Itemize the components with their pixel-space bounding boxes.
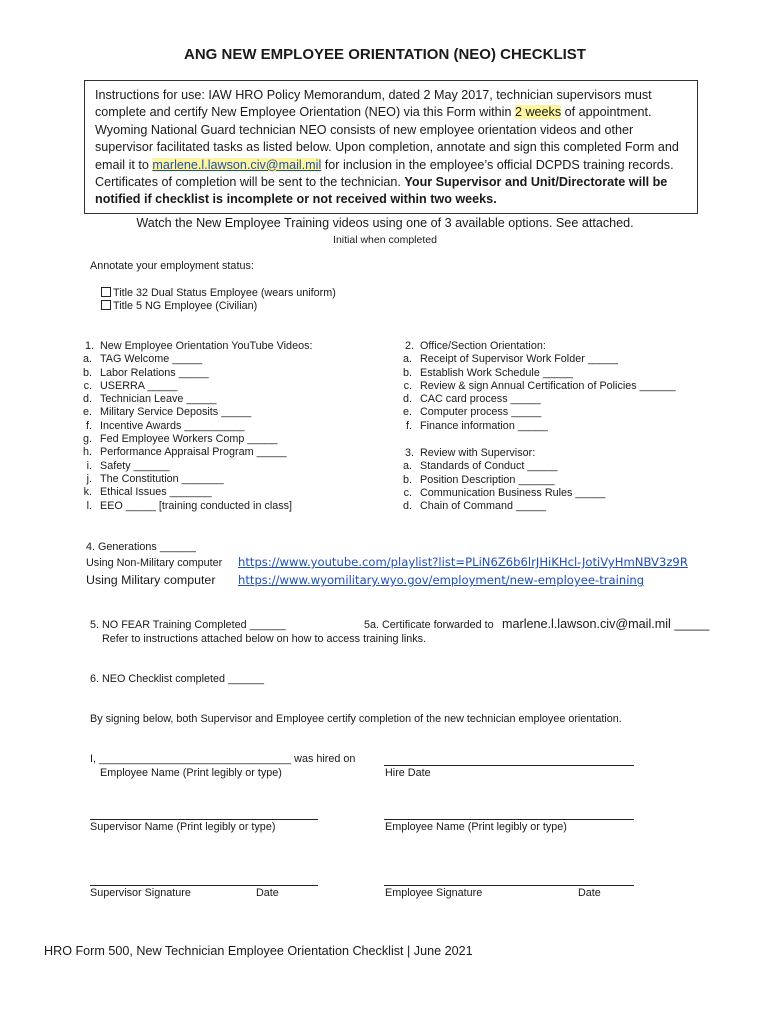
neo-completed-label: 6. NEO Checklist completed ______	[90, 673, 265, 685]
instructions-part-2: of appointment. Wyoming National Guard technician NEO consists of new employee orientation videos and other supervisor facilitated tasks as listed below. Upon completion, annotate and sign this completed Form and email it to	[95, 105, 679, 172]
initial-note: Initial when completed	[333, 234, 437, 246]
instructions-part-1: Instructions for use: IAW HRO Policy Memorandum, dated 2 May 2017, technician supervisors must complete and certify New Employee Orientation (NEO) via this Form within	[95, 88, 652, 120]
instructions-email-link[interactable]: marlene.l.lawson.civ@mail.mil	[152, 157, 322, 172]
instructions-warning: Your Supervisor and Unit/Directorate will be notified if checklist is incomplete or not received within two weeks.	[95, 175, 668, 207]
military-video-link[interactable]: https://www.wyomilitary.wyo.gov/employment/new-employee-training	[238, 573, 645, 587]
employee-signature-caption: Employee Signature	[385, 887, 483, 899]
hire-date-caption: Hire Date	[385, 767, 431, 779]
nofear-note: Refer to instructions attached below on how to access training links.	[102, 633, 427, 645]
supervisor-signature-caption: Supervisor Signature	[90, 887, 191, 899]
employee-signature-line[interactable]	[384, 885, 634, 886]
section-title: Review with Supervisor:	[420, 447, 536, 459]
military-label: Using Military computer	[86, 573, 216, 587]
section-supervisor-review	[390, 447, 605, 513]
section-title: Office/Section Orientation:	[420, 340, 546, 352]
section-heading	[390, 340, 676, 353]
list-item: b. Position Description ______	[402, 473, 555, 486]
employee-date-caption: Date	[578, 887, 601, 899]
section-youtube-videos	[70, 340, 312, 513]
certificate-email: marlene.l.lawson.civ@mail.mil _____	[502, 617, 710, 631]
list-item: f. Incentive Awards __________	[86, 419, 245, 432]
nofear-label: 5. NO FEAR Training Completed ______	[90, 619, 286, 631]
list-item: i. Safety ______	[86, 459, 170, 472]
employee-name-caption: Employee Name (Print legibly or type)	[100, 767, 282, 779]
list-item: b. Establish Work Schedule _____	[402, 366, 573, 379]
title32-checkbox[interactable]	[101, 287, 111, 297]
list-item: g. Fed Employee Workers Comp _____	[82, 433, 278, 446]
list-item: b. Labor Relations _____	[82, 366, 209, 379]
list-item: c. Review & sign Annual Certification of Policies ______	[403, 379, 676, 392]
section-number: 3.	[404, 447, 414, 459]
instructions-text	[95, 87, 693, 209]
title5-checkbox[interactable]	[101, 300, 111, 310]
list-item: l. EEO _____ [training conducted in class]	[86, 499, 293, 512]
title5-label: Title 5 NG Employee (Civilian)	[113, 300, 258, 312]
supervisor-signature-line[interactable]	[90, 885, 318, 886]
list-item: k. Ethical Issues _______	[83, 486, 212, 499]
list-item: c. USERRA _____	[83, 379, 178, 392]
list-item: a. Receipt of Supervisor Work Folder _____	[402, 353, 618, 366]
instructions-box	[84, 80, 698, 214]
employee-name-caption-2: Employee Name (Print legibly or type)	[385, 821, 567, 833]
section-heading	[70, 340, 312, 353]
section-office-orientation	[390, 340, 676, 433]
list-item: d. CAC card process _____	[402, 393, 541, 406]
section-number: 2.	[404, 340, 414, 352]
section-number: 1.	[84, 340, 94, 352]
title32-label: Title 32 Dual Status Employee (wears uniform)	[113, 287, 336, 299]
list-item: c. Communication Business Rules _____	[403, 486, 606, 499]
list-item: a. TAG Welcome _____	[82, 353, 203, 366]
generations-label: 4. Generations ______	[86, 541, 196, 553]
supervisor-name-caption: Supervisor Name (Print legibly or type)	[90, 821, 276, 833]
form-title: ANG NEW EMPLOYEE ORIENTATION (NEO) CHECKLIST	[184, 46, 586, 63]
non-military-video-link[interactable]: https://www.youtube.com/playlist?list=PLiN6Z6b6lrJHiKHcl-JotiVyHmNBV3z9R	[238, 555, 688, 569]
list-item: d. Chain of Command _____	[402, 500, 547, 513]
list-item: j. The Constitution _______	[86, 472, 224, 485]
employee-name-line[interactable]	[384, 819, 634, 820]
list-item: f. Finance information _____	[406, 419, 548, 432]
non-military-label: Using Non-Military computer	[86, 557, 223, 569]
hire-date-line[interactable]	[384, 765, 634, 766]
list-item: e. Computer process _____	[402, 406, 542, 419]
supervisor-name-line[interactable]	[90, 819, 318, 820]
deadline-highlight: 2 weeks	[514, 105, 562, 120]
form-footer: HRO Form 500, New Technician Employee Orientation Checklist | June 2021	[44, 944, 473, 958]
employment-prompt: Annotate your employment status:	[90, 260, 254, 272]
supervisor-date-caption: Date	[256, 887, 279, 899]
hire-statement: I, ________________________________ was hired on	[90, 753, 356, 765]
employment-option-title32[interactable]	[101, 287, 336, 299]
certify-statement: By signing below, both Supervisor and Employee certify completion of the new technician employee orientation.	[90, 713, 622, 725]
section-title: New Employee Orientation YouTube Videos:	[100, 340, 313, 352]
employment-option-title5[interactable]	[101, 300, 257, 312]
certificate-forwarded-label: 5a. Certificate forwarded to	[364, 619, 494, 631]
list-item: e. Military Service Deposits _____	[82, 406, 252, 419]
section-heading	[390, 447, 605, 460]
list-item: h. Performance Appraisal Program _____	[82, 446, 287, 459]
list-item: d. Technician Leave _____	[82, 393, 217, 406]
instructions-part-3: for inclusion in the employee’s official DCPDS training records. Certificates of completion will be sent to the technician.	[95, 157, 674, 190]
watch-instructions: Watch the New Employee Training videos using one of 3 available options. See attached.	[136, 216, 634, 230]
list-item: a. Standards of Conduct _____	[402, 460, 558, 473]
